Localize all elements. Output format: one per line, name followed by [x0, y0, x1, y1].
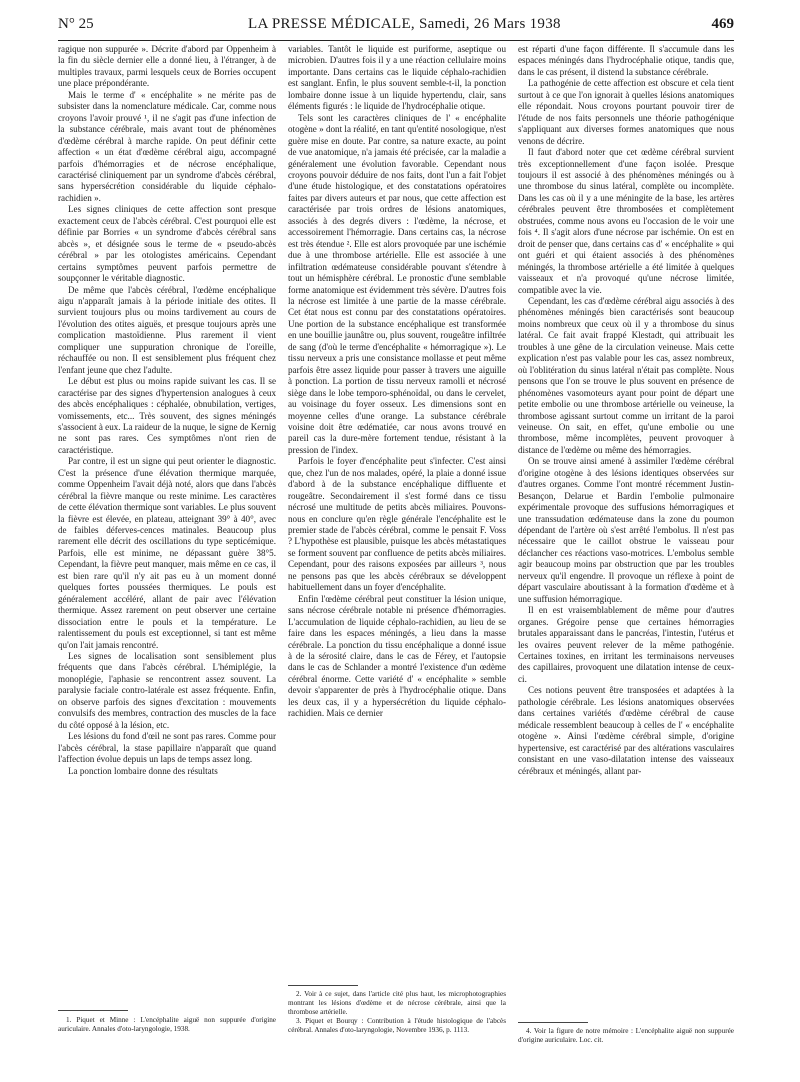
- footnote: 2. Voir à ce sujet, dans l'article cité plus haut, les microphotographies montrant les lésions d'œdème et de nécrose cérébrale, ainsi que la thrombose artérielle.: [288, 990, 506, 1016]
- paragraph: Cependant, les cas d'œdème cérébral aigu associés à des phénomènes méningés bien caractérisés sont beaucoup moins nombreux que ceux où il y a thrombose du sinus latéral. Ce fait avait frappé Klestadt, qui attribuait les troubles à une gêne de la circulation veineuse. Mais cette explication n'est pas valable pour les cas, assez nombreux, où l'oblitération du sinus latéral n'était pas complète. Nous pensons que l'on se trouve le plus souvent en présence de phénomènes vasomoteurs ayant pour point de départ une petite embolie ou une thrombose artérielle ou veineuse, la thrombose agissant surtout comme un irritant de la paroi veineuse. On sait, en effet, qu'une embolie ou une thrombose, même incomplètes, peuvent provoquer à distance de l'œdème ou même des hémorragies.: [518, 295, 734, 455]
- paragraph: Parfois le foyer d'encéphalite peut s'infecter. C'est ainsi que, chez l'un de nos malades, opéré, la plaie a donné issue d'abord à de la substance encéphalique diffluente et rougeâtre. Secondairement il s'est formé dans ce tissu nécrosé une multitude de petits abcès miliaires. Pouvons-nous en conclure qu'en règle générale l'encéphalite est le premier stade de l'abcès cérébral, comme le pensait F. Voss ? L'hypothèse est plausible, puisque les abcès métastatiques se forment souvent par confluence de petits abcès miliaires. Cependant, pour des raisons exposées par ailleurs ³, nous ne pensons pas que les abcès cérébraux se développent habituellement dans un foyer d'encéphalite.: [288, 456, 506, 593]
- column-3: [518, 44, 734, 777]
- issue-number: N° 25: [58, 16, 94, 32]
- column-1: [58, 44, 276, 777]
- paragraph: variables. Tantôt le liquide est puriforme, aseptique ou microbien. D'autres fois il y a une réaction cellulaire moins importante. Dans certains cas le liquide céphalo-rachidien est sanglant. Enfin, le plus souvent semble-t-il, la ponction lombaire donne issue à un liquide hypertendu, clair, sans éléments figurés : le liquide de l'hydrocéphalie otique.: [288, 44, 506, 112]
- footnote-col3: [518, 1027, 734, 1045]
- footnote-col2: [288, 990, 506, 1035]
- paragraph: La pathogénie de cette affection est obscure et cela tient surtout à ce que l'on ignorait à quelles lésions anatomiques elle répondait. Nous croyons pourtant pouvoir tirer de l'étude de nos faits personnels une théorie pathogénique s'appliquant aux diverses formes anatomiques que nous venons de décrire.: [518, 78, 734, 146]
- footnote: 4. Voir la figure de notre mémoire : L'encéphalite aiguë non suppurée d'origine auriculaire. Loc. cit.: [518, 1027, 734, 1044]
- paragraph: Il en est vraisemblablement de même pour d'autres organes. Grégoire pense que certaines hémorragies brutales apparaissant dans le pancréas, l'intestin, l'utérus et les ovaires peuvent relever de la même pathogénie. Certaines toxines, en irritant les terminaisons nerveuses des capillaires, provoquent une dilatation intense de ceux-ci.: [518, 605, 734, 684]
- paragraph: Les signes cliniques de cette affection sont presque exactement ceux de l'abcès cérébral. C'est pourquoi elle est définie par Borries « un syndrome d'abcès cérébral sans abcès », et désignée sous le terme de « pseudo-abcès cérébral » par les otologistes américains. Cependant certains symptômes peuvent parfois permettre de soupçonner le véritable diagnostic.: [58, 204, 276, 284]
- footnote-col1: [58, 1016, 276, 1034]
- footnote: 1. Piquet et Minne : L'encéphalite aiguë non suppurée d'origine auriculaire. Annales d'oto-laryngologie, 1938.: [58, 1016, 276, 1033]
- paragraph: On se trouve ainsi amené à assimiler l'œdème cérébral d'origine otogène à des lésions identiques observées sur d'autres organes. Comme l'ont montré récemment Justin-Besançon, Delarue et Bardin l'embolie pulmonaire expérimentale provoque des suffusions hémorragiques et une transsudation œdémateuse dans la zone du poumon dépendant de l'artère où s'est arrêté l'embolus. Il n'est pas nécessaire que le caillot obstrue le vaisseau pour déclancher ces réactions vaso-motrices. L'embolus semble agir beaucoup moins par obstruction que par les troubles nerveux qu'il engendre. Il provoque un réflexe à point de départ vasculaire aboutissant à la formation d'œdème et à une suffusion hémorragique.: [518, 456, 734, 604]
- footnote: 3. Piquet et Bourqy : Contribution à l'étude histologique de l'abcès cérébral. Annales d'oto-laryngologie, Novembre 1936, p. 1113.: [288, 1017, 506, 1034]
- page-number: 469: [711, 16, 734, 32]
- footnote-rule: [288, 985, 358, 986]
- page-header: [58, 14, 734, 41]
- paragraph: Le début est plus ou moins rapide suivant les cas. Il se caractérise par des signes d'hypertension analogues à ceux des abcès encéphaliques : céphalée, obnubilation, vertiges, vomissements, etc... Très souvent, des signes méningés s'associent à eux. La raideur de la nuque, le signe de Kernig ne sont pas rares. Ces symptômes n'ont rien de caractéristique.: [58, 376, 276, 455]
- paragraph: est réparti d'une façon différente. Il s'accumule dans les espaces méningés dans l'hydrocéphalie otique, tandis que, dans le cas présent, il distend la substance cérébrale.: [518, 44, 734, 77]
- paragraph: Les signes de localisation sont sensiblement plus fréquents que dans l'abcès cérébral. L'hémiplégie, la monoplégie, l'aphasie se rencontrent assez souvent. La paralysie faciale contro-latérale est assez fréquente. Enfin, on observe parfois des signes d'excitation : mouvements convulsifs des membres, contraction des muscles de la face du côté opposé à la lésion, etc.: [58, 651, 276, 730]
- footnote-rule: [518, 1022, 588, 1023]
- journal-title: LA PRESSE MÉDICALE, Samedi, 26 Mars 1938: [248, 16, 561, 32]
- paragraph: La ponction lombaire donne des résultats: [68, 765, 218, 776]
- paragraph: Enfin l'œdème cérébral peut constituer la lésion unique, sans nécrose cérébrale notable ni présence d'hémorragies. L'accumulation de liquide céphalo-rachidien, au lieu de se faire dans les espaces méningés, a lieu dans la masse cérébrale. La ponction du tissu encéphalique a donné issue à de la sérosité claire, dans le cas de Férey, et l'autopsie dans le cas de Schlander a montré l'existence d'un œdème cérébral énorme. Cette variété d' « encéphalite » semble devoir s'apparenter de près à l'hydrocéphalie otique. Dans les deux cas, il y a hypersécrétion du liquide céphalo-rachidien. Mais ce dernier: [288, 593, 506, 719]
- column-2: [288, 44, 506, 720]
- paragraph: Il faut d'abord noter que cet œdème cérébral survient très exceptionnellement d'une façon isolée. Presque toujours il est associé à des phénomènes méningés ou à une thrombose du sinus latéral, complète ou incomplète. Dans les cas où il y a une méningite de la base, les artères cérébrales peuvent être thrombosées et complètement obstruées, comme nous avons eu l'occasion de le voir une fois ⁴. Il s'agit alors d'une nécrose par ischémie. On est en droit de penser que, dans certains cas d' « encéphalite » qui ont guéri et qui étaient associés à des phénomènes méningés, la thrombose artérielle a été limitée à quelques vaisseaux et n'a provoqué qu'une nécrose limitée, compatible avec la vie.: [518, 147, 734, 295]
- paragraph: Par contre, il est un signe qui peut orienter le diagnostic. C'est la présence d'une élévation thermique marquée, comme Oppenheim l'avait déjà noté, alors que dans l'abcès cérébral la fièvre manque ou reste minime. Les caractères de cette élévation thermique sont variables. Le plus souvent la fièvre est élevée, en plateau, atteignant 39° à 40°, avec de faibles déferves-cences matinales. Beaucoup plus rarement elle décrit des oscillations du type septicémique. Parfois, elle est minime, ne dépassant guère 38°5. Cependant, la fièvre peut manquer, mais même en ce cas, il est bien rare qu'il n'y ait pas eu à un moment donné quelques fortes poussées thermiques. Le pouls est généralement accéléré, allant de pair avec l'élévation thermique. Assez rarement on peut observer une certaine dissociation entre le pouls et la température. Le ralentissement du pouls est exceptionnel, si tant est même qu'on l'ait jamais rencontré.: [58, 456, 276, 650]
- paragraph: Les lésions du fond d'œil ne sont pas rares. Comme pour l'abcès cérébral, la stase papillaire n'apparaît que quand l'affection évolue depuis un laps de temps assez long.: [58, 731, 276, 765]
- paragraph: De même que l'abcès cérébral, l'œdème encéphalique aigu n'apparaît jamais à la période initiale des otites. Il survient toujours plus ou moins tardivement au cours de l'évolution des otites aiguës, et presque toujours après une complication mastoïdienne. Plus rarement il vient compliquer une suppuration chronique de l'oreille, réchauffée ou non. Il est sensiblement plus fréquent chez l'enfant jeune que chez l'adulte.: [58, 284, 276, 375]
- paragraph: ragique non suppurée ». Décrite d'abord par Oppenheim à la fin du siècle dernier elle a donné lieu, à l'étranger, à de multiples travaux, parmi lesquels ceux de Borries occupent une place prépondérante.: [58, 44, 276, 89]
- paragraph: Mais le terme d' « encéphalite » ne mérite pas de subsister dans la nomenclature médicale. Car, comme nous croyons l'avoir prouvé ¹, il ne s'agit pas d'une infection de la substance cérébrale, mais avant tout de phénomènes d'œdème cérébral à marche rapide. On peut définir cette affection « un état d'œdème cérébral aigu, accompagné parfois d'hémorragies et de nécrose encéphalique, caractérisé cliniquement par un syndrome d'abcès cérébral, sans hypersécrétion considérable du liquide céphalo-rachidien ».: [58, 89, 276, 203]
- paragraph: Ces notions peuvent être transposées et adaptées à la pathologie cérébrale. Les lésions anatomiques observées dans certaines variétés d'œdème cérébral de cause médicale ressemblent beaucoup à celles de l' « encéphalite otogène ». Ainsi l'œdème cérébral simple, d'origine hypertensive, est caractérisé par des altérations vasculaires consistant en une vaso-dilatation intense des vaisseaux cérébraux et méningés, allant par-: [518, 685, 734, 776]
- footnote-rule: [58, 1010, 128, 1011]
- paragraph: Tels sont les caractères cliniques de l' « encéphalite otogène » dont la réalité, en tant qu'entité nosologique, n'est guère mise en doute. Par contre, sa nature exacte, au point de vue anatomique, n'a jamais été précisée, car la maladie a généralement une évolution favorable. Cependant nous croyons pouvoir déduire de nos faits, dont l'un a fait l'objet d'une étude histologique, et des constatations opératoires faites par divers auteurs et par nous, que cette affection est caractérisée par trois ordres de lésions anatomiques, associés à des degrés divers : l'œdème, la nécrose, et accessoirement l'hémorragie. Dans certains cas, la nécrose est très étendue ². Elle est alors provoquée par une ischémie due à une thrombose artérielle. Elle est associée à une infiltration œdémateuse considérable pouvant s'étendre à tout un hémisphère cérébral. Le pronostic d'une semblable forme anatomique est évidemment très sévère. D'autres fois la nécrose est limitée à une partie de la masse cérébrale. Cet état nous est connu par des constatations opératoires. Une portion de la substance encéphalique est transformée en une bouillie jaunâtre ou, plus souvent, rougeâtre infiltrée de sang (d'où le terme d'encéphalite « hémorragique »). Le tissu nerveux a pris une consistance mollasse et peut même parfois être assez liquide pour passer à travers une aiguille à ponction. La portion de tissu nerveux ramolli et nécrosé siège dans le lobe temporo-sphénoïdal, ou dans le cervelet, au voisinage du foyer osseux. Les dimensions sont en moyenne celles d'une orange. La substance cérébrale voisine doit être œdématiée, car nous avons trouvé en pareil cas la dure-mère fortement tendue, résistant à la pression de l'index.: [288, 112, 506, 455]
